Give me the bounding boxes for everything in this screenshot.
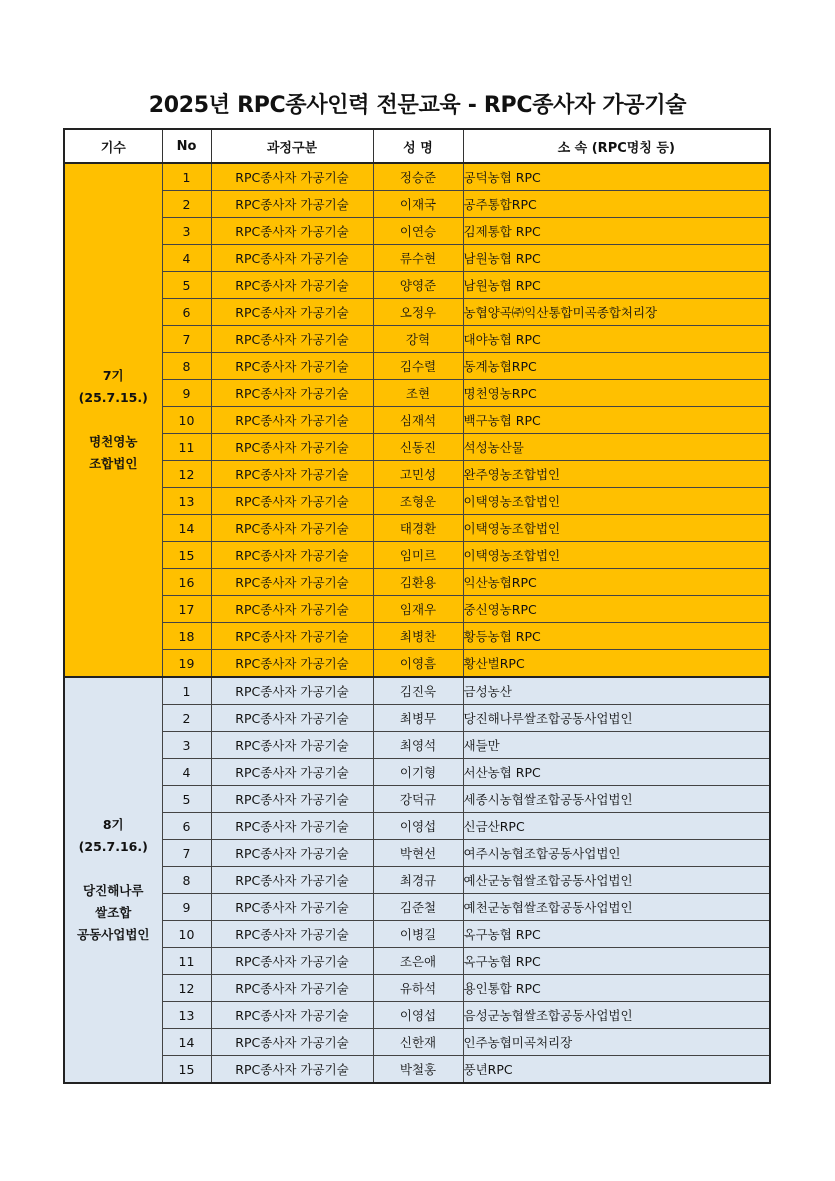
affiliation-cell: 이택영농조합법인	[463, 542, 770, 569]
table-row	[64, 840, 770, 867]
cohort-label-line: 쌀조합	[95, 905, 132, 920]
row-number: 17	[162, 596, 211, 623]
course-cell: RPC종사자 가공기술	[211, 326, 373, 353]
name-cell: 오정우	[373, 299, 463, 326]
roster-table	[63, 128, 771, 1084]
row-number: 10	[162, 921, 211, 948]
affiliation-cell: 용인통합 RPC	[463, 975, 770, 1002]
name-cell: 이병길	[373, 921, 463, 948]
name-cell: 심재석	[373, 407, 463, 434]
page-title: 2025년 RPC종사인력 전문교육 - RPC종사자 가공기술	[148, 93, 687, 118]
name-cell: 조형운	[373, 488, 463, 515]
course-cell: RPC종사자 가공기술	[211, 542, 373, 569]
name-cell: 박현선	[373, 840, 463, 867]
table-row	[64, 380, 770, 407]
name-cell: 이기형	[373, 759, 463, 786]
row-number: 4	[162, 759, 211, 786]
table-row	[64, 542, 770, 569]
name-cell: 류수현	[373, 245, 463, 272]
table-row	[64, 407, 770, 434]
table-row	[64, 191, 770, 218]
affiliation-cell: 신금산RPC	[463, 813, 770, 840]
affiliation-cell: 김제통합 RPC	[463, 218, 770, 245]
affiliation-cell: 황등농협 RPC	[463, 623, 770, 650]
cohort-label-line: (25.7.16.)	[78, 839, 148, 854]
course-cell: RPC종사자 가공기술	[211, 732, 373, 759]
course-cell: RPC종사자 가공기술	[211, 1002, 373, 1029]
cohort-label-line: 공동사업법인	[77, 927, 150, 942]
table-row	[64, 894, 770, 921]
affiliation-cell: 중신영농RPC	[463, 596, 770, 623]
course-cell: RPC종사자 가공기술	[211, 461, 373, 488]
row-number: 19	[162, 650, 211, 678]
table-row	[64, 272, 770, 299]
row-number: 11	[162, 948, 211, 975]
name-cell: 강혁	[373, 326, 463, 353]
table-row	[64, 299, 770, 326]
course-cell: RPC종사자 가공기술	[211, 948, 373, 975]
name-cell: 임재우	[373, 596, 463, 623]
name-cell: 신동진	[373, 434, 463, 461]
row-number: 9	[162, 894, 211, 921]
row-number: 4	[162, 245, 211, 272]
table-row	[64, 650, 770, 678]
course-cell: RPC종사자 가공기술	[211, 380, 373, 407]
table-row	[64, 732, 770, 759]
row-number: 6	[162, 813, 211, 840]
row-number: 9	[162, 380, 211, 407]
affiliation-cell: 금성농산	[463, 677, 770, 705]
affiliation-cell: 공주통합RPC	[463, 191, 770, 218]
name-cell: 강덕규	[373, 786, 463, 813]
course-cell: RPC종사자 가공기술	[211, 1056, 373, 1084]
course-cell: RPC종사자 가공기술	[211, 299, 373, 326]
row-number: 1	[162, 677, 211, 705]
name-cell: 최병찬	[373, 623, 463, 650]
course-cell: RPC종사자 가공기술	[211, 813, 373, 840]
cohort-label-spacer	[65, 858, 162, 880]
affiliation-cell: 예천군농협쌀조합공동사업법인	[463, 894, 770, 921]
name-cell: 최경규	[373, 867, 463, 894]
course-cell: RPC종사자 가공기술	[211, 272, 373, 299]
row-number: 13	[162, 1002, 211, 1029]
name-cell: 김진욱	[373, 677, 463, 705]
name-cell: 신한재	[373, 1029, 463, 1056]
table-row	[64, 245, 770, 272]
name-cell: 이영섭	[373, 813, 463, 840]
table-row	[64, 921, 770, 948]
row-number: 5	[162, 272, 211, 299]
affiliation-cell: 백구농협 RPC	[463, 407, 770, 434]
course-cell: RPC종사자 가공기술	[211, 894, 373, 921]
header-no: No	[162, 129, 211, 163]
row-number: 18	[162, 623, 211, 650]
course-cell: RPC종사자 가공기술	[211, 596, 373, 623]
cohort-label-line: (25.7.15.)	[78, 390, 148, 405]
course-cell: RPC종사자 가공기술	[211, 353, 373, 380]
table-row	[64, 434, 770, 461]
table-row	[64, 705, 770, 732]
name-cell: 이영흠	[373, 650, 463, 678]
affiliation-cell: 음성군농협쌀조합공동사업법인	[463, 1002, 770, 1029]
affiliation-cell: 예산군농협쌀조합공동사업법인	[463, 867, 770, 894]
affiliation-cell: 여주시농협조합공동사업법인	[463, 840, 770, 867]
cohort-label-spacer	[65, 409, 162, 431]
row-number: 6	[162, 299, 211, 326]
table-row	[64, 1002, 770, 1029]
affiliation-cell: 대야농협 RPC	[463, 326, 770, 353]
table-row	[64, 515, 770, 542]
course-cell: RPC종사자 가공기술	[211, 1029, 373, 1056]
row-number: 16	[162, 569, 211, 596]
course-cell: RPC종사자 가공기술	[211, 650, 373, 678]
name-cell: 정승준	[373, 163, 463, 191]
table-row	[64, 1056, 770, 1084]
header-course: 과정구분	[211, 129, 373, 163]
course-cell: RPC종사자 가공기술	[211, 434, 373, 461]
cohort-label-line: 조합법인	[89, 456, 138, 471]
affiliation-cell: 동계농협RPC	[463, 353, 770, 380]
table-row	[64, 786, 770, 813]
row-number: 10	[162, 407, 211, 434]
row-number: 13	[162, 488, 211, 515]
affiliation-cell: 당진해나루쌀조합공동사업법인	[463, 705, 770, 732]
row-number: 15	[162, 1056, 211, 1084]
table-row	[64, 948, 770, 975]
table-row	[64, 813, 770, 840]
table-row	[64, 867, 770, 894]
course-cell: RPC종사자 가공기술	[211, 705, 373, 732]
course-cell: RPC종사자 가공기술	[211, 840, 373, 867]
name-cell: 김환용	[373, 569, 463, 596]
affiliation-cell: 황산벌RPC	[463, 650, 770, 678]
row-number: 1	[162, 163, 211, 191]
affiliation-cell: 풍년RPC	[463, 1056, 770, 1084]
name-cell: 이연승	[373, 218, 463, 245]
header-name: 성 명	[373, 129, 463, 163]
row-number: 5	[162, 786, 211, 813]
name-cell: 박철홍	[373, 1056, 463, 1084]
affiliation-cell: 이택영농조합법인	[463, 488, 770, 515]
course-cell: RPC종사자 가공기술	[211, 677, 373, 705]
course-cell: RPC종사자 가공기술	[211, 163, 373, 191]
course-cell: RPC종사자 가공기술	[211, 245, 373, 272]
course-cell: RPC종사자 가공기술	[211, 759, 373, 786]
affiliation-cell: 이택영농조합법인	[463, 515, 770, 542]
cohort-label-line: 명천영농	[89, 434, 138, 449]
name-cell: 임미르	[373, 542, 463, 569]
row-number: 12	[162, 975, 211, 1002]
name-cell: 조현	[373, 380, 463, 407]
table-row	[64, 569, 770, 596]
course-cell: RPC종사자 가공기술	[211, 921, 373, 948]
name-cell: 태경환	[373, 515, 463, 542]
row-number: 12	[162, 461, 211, 488]
affiliation-cell: 명천영농RPC	[463, 380, 770, 407]
cohort-label-line: 당진해나루	[83, 883, 144, 898]
course-cell: RPC종사자 가공기술	[211, 786, 373, 813]
row-number: 7	[162, 326, 211, 353]
row-number: 14	[162, 1029, 211, 1056]
course-cell: RPC종사자 가공기술	[211, 975, 373, 1002]
affiliation-cell: 완주영농조합법인	[463, 461, 770, 488]
row-number: 7	[162, 840, 211, 867]
row-number: 3	[162, 732, 211, 759]
row-number: 15	[162, 542, 211, 569]
affiliation-cell: 공덕농협 RPC	[463, 163, 770, 191]
table-row	[64, 677, 770, 705]
table-row	[64, 596, 770, 623]
name-cell: 김수렬	[373, 353, 463, 380]
affiliation-cell: 옥구농협 RPC	[463, 948, 770, 975]
affiliation-cell: 남원농협 RPC	[463, 245, 770, 272]
row-number: 2	[162, 705, 211, 732]
header-cohort: 기수	[64, 129, 162, 163]
table-row	[64, 759, 770, 786]
header-row	[64, 129, 770, 163]
table-row	[64, 461, 770, 488]
row-number: 8	[162, 353, 211, 380]
affiliation-cell: 세종시농협쌀조합공동사업법인	[463, 786, 770, 813]
affiliation-cell: 옥구농협 RPC	[463, 921, 770, 948]
row-number: 2	[162, 191, 211, 218]
cohort-label-line: 8기	[102, 817, 124, 832]
cohort-cell	[64, 163, 162, 677]
course-cell: RPC종사자 가공기술	[211, 569, 373, 596]
table-row	[64, 1029, 770, 1056]
name-cell: 최병무	[373, 705, 463, 732]
course-cell: RPC종사자 가공기술	[211, 515, 373, 542]
table-row	[64, 353, 770, 380]
affiliation-cell: 인주농협미곡처리장	[463, 1029, 770, 1056]
roster-body	[64, 163, 770, 1083]
course-cell: RPC종사자 가공기술	[211, 407, 373, 434]
course-cell: RPC종사자 가공기술	[211, 191, 373, 218]
name-cell: 이영섭	[373, 1002, 463, 1029]
table-row	[64, 218, 770, 245]
affiliation-cell: 새들만	[463, 732, 770, 759]
cohort-label-line: 7기	[102, 368, 124, 383]
table-row	[64, 488, 770, 515]
affiliation-cell: 남원농협 RPC	[463, 272, 770, 299]
course-cell: RPC종사자 가공기술	[211, 488, 373, 515]
table-row	[64, 163, 770, 191]
name-cell: 김준철	[373, 894, 463, 921]
affiliation-cell: 석성농산물	[463, 434, 770, 461]
name-cell: 유하석	[373, 975, 463, 1002]
header-affiliation: 소 속 (RPC명칭 등)	[463, 129, 770, 163]
table-row	[64, 326, 770, 353]
name-cell: 이재국	[373, 191, 463, 218]
table-row	[64, 623, 770, 650]
name-cell: 최영석	[373, 732, 463, 759]
name-cell: 고민성	[373, 461, 463, 488]
row-number: 11	[162, 434, 211, 461]
table-row	[64, 975, 770, 1002]
affiliation-cell: 익산농협RPC	[463, 569, 770, 596]
row-number: 14	[162, 515, 211, 542]
affiliation-cell: 농협양곡㈜익산통합미곡종합처리장	[463, 299, 770, 326]
course-cell: RPC종사자 가공기술	[211, 218, 373, 245]
name-cell: 조은애	[373, 948, 463, 975]
course-cell: RPC종사자 가공기술	[211, 867, 373, 894]
course-cell: RPC종사자 가공기술	[211, 623, 373, 650]
cohort-cell	[64, 677, 162, 1083]
affiliation-cell: 서산농협 RPC	[463, 759, 770, 786]
name-cell: 양영준	[373, 272, 463, 299]
row-number: 3	[162, 218, 211, 245]
row-number: 8	[162, 867, 211, 894]
